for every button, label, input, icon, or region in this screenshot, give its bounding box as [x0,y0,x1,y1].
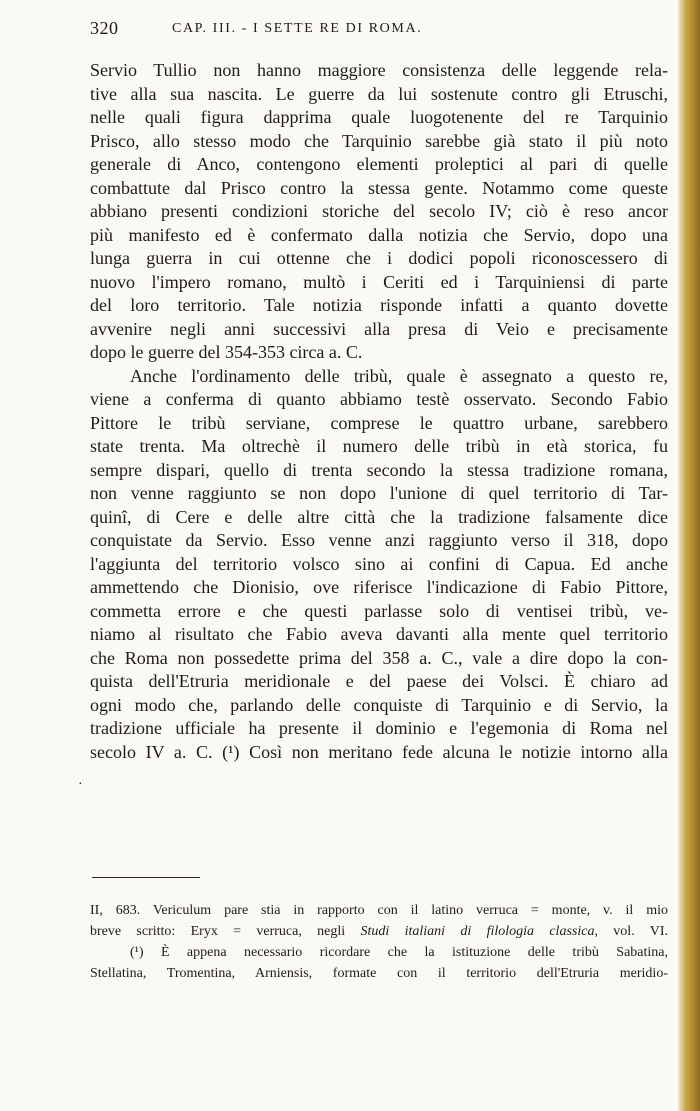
body-line: lunga guerra in cui ottenne che i dodici popoli riconoscessero di [90,248,668,268]
body-line: state trenta. Ma oltrechè il numero delle tribù in età storica, fu [90,436,668,456]
body-line: Servio Tullio non hanno maggiore consistenza delle leggende rela- [90,60,668,80]
footnote-line: II, 683. Vericulum pare stia in rapporto con il latino verruca = monte, v. il mio [90,903,668,918]
body-line: quista dell'Etruria meridionale e del paese dei Volsci. È chiaro ad [90,671,668,691]
body-line: avvenire negli anni successivi alla presa di Veio e precisamente [90,318,668,339]
body-line-paragraph-start: Anche l'ordinamento delle tribù, quale è assegnato a questo re, [130,365,668,386]
body-line: viene a conferma di quanto abbiamo testè osservato. Secondo Fabio [90,389,668,409]
chapter-title: CAP. III. - I SETTE RE DI ROMA. [172,21,423,36]
body-line: l'aggiunta del territorio volsco sino ai confini di Capua. Ed anche [90,553,668,574]
footnote-line: Stellatina, Tromentina, Arniensis, formate con il territorio dell'Etruria meridio- [90,966,668,981]
footnote-line: (¹) È appena necessario ricordare che la istituzione delle tribù Sabatina, [130,945,668,960]
body-line: quinî, di Cere e delle altre città che la tradizione falsamente dice [90,506,668,527]
body-line: Prisco, allo stesso modo che Tarquinio sarebbe già stato il più noto [90,130,668,151]
body-line: sempre dispari, quello di trenta secondo la stessa tradizione romana, [90,459,668,480]
journal-title: Studi italiani di filologia classica [360,924,595,939]
body-line: non venne raggiunto se non dopo l'unione di quel territorio di Tar- [90,483,668,503]
page-edge-shadow [678,0,700,1111]
body-line: più manifesto ed è confermato dalla notizia che Servio, dopo una [90,224,668,245]
body-line: ammettendo che Dionisio, ove riferisce l'indicazione di Fabio Pittore, [90,577,668,597]
body-line: nuovo l'impero romano, multò i Ceriti ed i Tarquiniensi di parte [90,271,668,292]
footnote-divider [92,877,200,878]
body-line: secolo IV a. C. (¹) Così non meritano fede alcuna le notizie intorno alla [90,741,668,762]
page-number: 320 [90,18,119,38]
body-line: Pittore le tribù serviane, comprese le quattro urbane, sarebbero [90,412,668,433]
body-line: nelle quali figura dapprima quale luogotenente del re Tarquinio [90,107,668,127]
body-line: che Roma non possedette prima del 358 a. C., vale a dire dopo la con- [90,647,668,668]
body-line: niamo al risultato che Fabio aveva davanti alla mente quel territorio [90,624,668,644]
body-line: commetta errore e che questi parlasse solo di ventisei tribù, ve- [90,600,668,621]
body-line: conquistate da Servio. Esso venne anzi raggiunto verso il 318, dopo [90,530,668,550]
margin-mark: · [78,777,83,792]
running-head [90,18,668,44]
body-line: ogni modo che, parlando delle conquiste di Tarquinio e di Servio, la [90,694,668,715]
footnotes [90,900,668,984]
body-line: tive alla sua nascita. Le guerre da lui sostenute contro gli Etruschi, [90,83,668,104]
body-text [90,59,668,764]
body-line: del loro territorio. Tale notizia risponde infatti a quanto dovette [90,295,668,315]
footnote-line-with-italic: breve scritto: Eryx = verruca, negli Studi italiani di filologia classica, vol. VI. [90,924,669,939]
body-line: abbiano presenti condizioni storiche del secolo IV; ciò è reso ancor [90,201,668,221]
body-line: generale di Anco, contengono elementi proleptici al pari di quelle [90,154,668,174]
body-line: combattute dal Prisco contro la stessa gente. Notammo come queste [90,177,668,198]
body-line-paragraph-end: dopo le guerre del 354-353 circa a. C. [90,342,363,362]
body-line: tradizione ufficiale ha presente il dominio e l'egemonia di Roma nel [90,718,668,738]
